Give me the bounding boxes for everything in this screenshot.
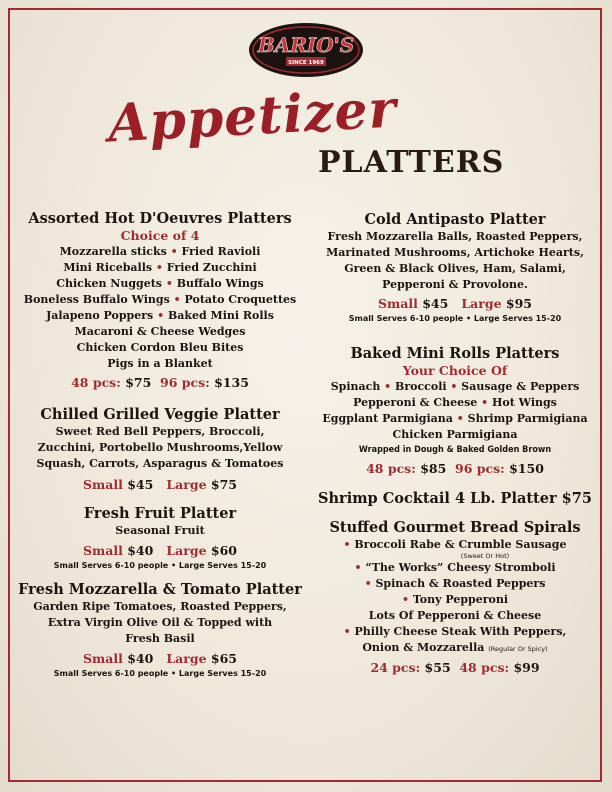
item-note: (Sweet Or Hot) bbox=[460, 552, 510, 560]
title-platters: PLATTERS bbox=[318, 145, 505, 180]
list-item: Zucchini, Portobello Mushrooms,Yellow bbox=[37, 441, 283, 454]
choice-label: Your Choice Of bbox=[402, 363, 508, 378]
mini-rolls-section bbox=[306, 345, 604, 478]
serves-note: Small Serves 6-10 people • Large Serves 15-20 bbox=[53, 561, 267, 570]
section-title: Cold Antipasto Platter bbox=[364, 211, 546, 228]
veggie-section bbox=[12, 406, 308, 494]
title-appetizer: Appetizer bbox=[106, 78, 399, 155]
shrimp-section bbox=[306, 490, 604, 508]
list-item: Mini Riceballs • Fried Zucchini bbox=[63, 261, 257, 274]
bread-spirals-section bbox=[306, 519, 604, 677]
list-item: Spinach • Broccoli • Sausage & Peppers bbox=[330, 380, 580, 393]
price-line: 24 pcs: $55 48 pcs: $99 bbox=[370, 660, 540, 675]
list-item: Boneless Buffalo Wings • Potato Croquettes bbox=[23, 293, 297, 306]
mozzarella-section bbox=[12, 581, 308, 680]
list-item: Pepperoni & Cheese • Hot Wings bbox=[353, 396, 557, 409]
list-item: Macaroni & Cheese Wedges bbox=[74, 325, 246, 338]
serves-note: Small Serves 6-10 people • Large Serves 15-20 bbox=[348, 314, 562, 323]
antipasto-section bbox=[306, 211, 604, 325]
serves-note: Small Serves 6-10 people • Large Serves 15-20 bbox=[53, 669, 267, 678]
list-item: Mozzarella sticks • Fried Ravioli bbox=[59, 245, 261, 258]
list-item: Chicken Parmigiana bbox=[392, 428, 518, 441]
section-title: Baked Mini Rolls Platters bbox=[350, 345, 560, 362]
fruit-section bbox=[12, 505, 308, 572]
list-item: Chicken Nuggets • Buffalo Wings bbox=[56, 277, 264, 290]
list-item: • Tony Pepperoni bbox=[401, 593, 509, 606]
list-item: Lots Of Pepperoni & Cheese bbox=[368, 609, 542, 622]
price-line: Small $45 Large $75 bbox=[83, 477, 237, 492]
section-title: Chilled Grilled Veggie Platter bbox=[40, 406, 280, 423]
list-item: • Spinach & Roasted Peppers bbox=[364, 577, 546, 590]
section-title: Shrimp Cocktail 4 Lb. Platter $75 bbox=[318, 490, 592, 507]
price-line: 48 pcs: $85 96 pcs: $150 bbox=[366, 461, 544, 476]
price-line: 48 pcs: $75 96 pcs: $135 bbox=[71, 375, 249, 390]
section-title: Assorted Hot D'Oeuvres Platters bbox=[28, 210, 292, 227]
list-item: Marinated Mushrooms, Artichoke Hearts, bbox=[326, 246, 584, 259]
list-item: Eggplant Parmigiana • Shrimp Parmigiana bbox=[322, 412, 588, 425]
price-line: Small $40 Large $65 bbox=[83, 651, 237, 666]
list-item: Sweet Red Bell Peppers, Broccoli, bbox=[55, 425, 265, 438]
list-item: Garden Ripe Tomatoes, Roasted Peppers, bbox=[33, 600, 287, 613]
list-item: • Philly Cheese Steak With Peppers, bbox=[343, 625, 567, 638]
list-item: Pepperoni & Provolone. bbox=[382, 278, 528, 291]
list-item: Fresh Mozzarella Balls, Roasted Peppers, bbox=[327, 230, 583, 243]
logo-since: SINCE 1969 bbox=[288, 60, 324, 66]
list-item: Pigs in a Blanket bbox=[107, 357, 213, 370]
list-item: Extra Virgin Olive Oil & Topped with bbox=[47, 616, 273, 629]
list-item: Fresh Basil bbox=[125, 632, 195, 645]
list-item: Chicken Cordon Bleu Bites bbox=[76, 341, 244, 354]
choice-label: Choice of 4 bbox=[120, 228, 200, 243]
logo-text: BARIO'S bbox=[257, 33, 355, 57]
price-line: Small $45 Large $95 bbox=[378, 296, 532, 311]
hot-doeuvres-section bbox=[12, 210, 308, 392]
price-line: Small $40 Large $60 bbox=[83, 543, 237, 558]
list-item: Seasonal Fruit bbox=[115, 524, 205, 537]
list-item: Jalapeno Poppers • Baked Mini Rolls bbox=[46, 309, 274, 322]
list-item: Onion & Mozzarella (Regular Or Spicy) bbox=[362, 641, 548, 654]
list-item: • Broccoli Rabe & Crumble Sausage bbox=[343, 538, 567, 551]
list-item: Squash, Carrots, Asparagus & Tomatoes bbox=[36, 457, 284, 470]
section-title: Stuffed Gourmet Bread Spirals bbox=[329, 519, 581, 536]
wrapped-note: Wrapped in Dough & Baked Golden Brown bbox=[358, 445, 552, 455]
list-item: Green & Black Olives, Ham, Salami, bbox=[344, 262, 566, 275]
list-item: • “The Works” Cheesy Stromboli bbox=[354, 561, 556, 574]
section-title: Fresh Mozzarella & Tomato Platter bbox=[18, 581, 302, 598]
barios-logo bbox=[248, 22, 364, 78]
section-title: Fresh Fruit Platter bbox=[83, 505, 237, 522]
